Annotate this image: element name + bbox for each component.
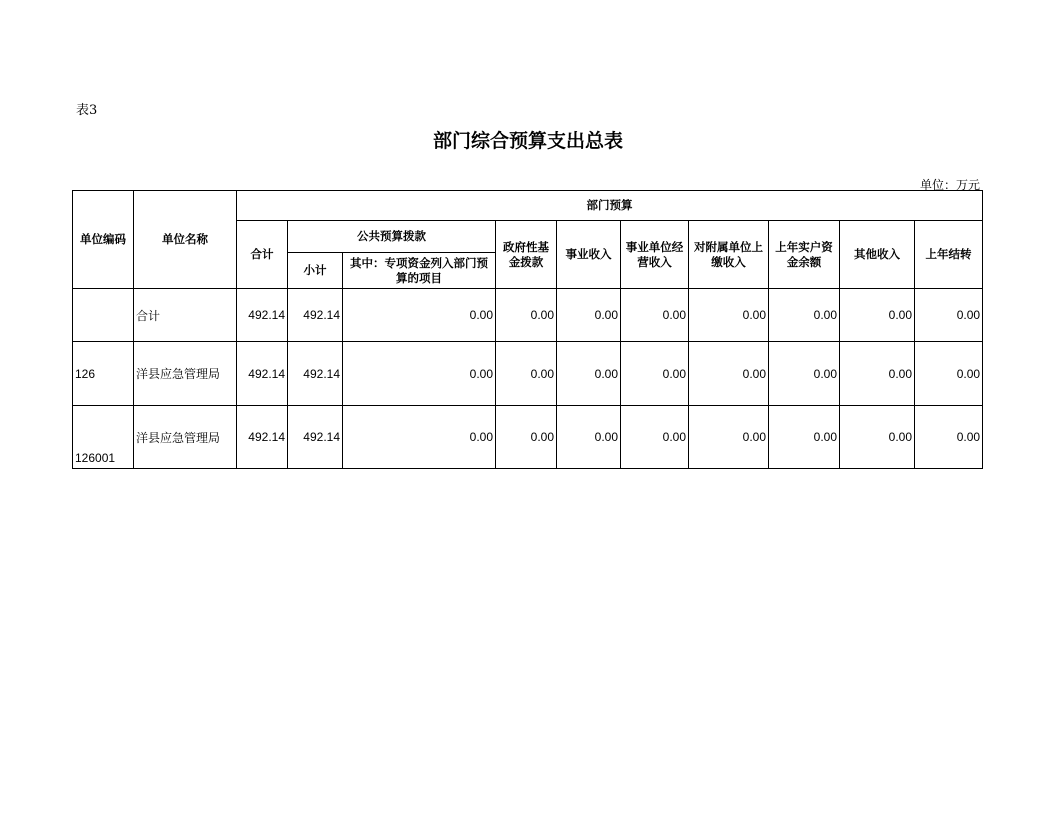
cell-business-income: 0.00 [557, 289, 621, 342]
cell-subtotal: 492.14 [288, 406, 343, 469]
cell-code [73, 289, 134, 342]
table-row [73, 406, 983, 469]
cell-name: 合计 [134, 289, 237, 342]
header-business-income: 事业收入 [557, 221, 621, 289]
cell-special: 0.00 [343, 289, 496, 342]
cell-gov-fund: 0.00 [496, 406, 557, 469]
cell-other-income: 0.00 [840, 342, 915, 406]
header-name: 单位名称 [134, 191, 237, 289]
cell-gov-fund: 0.00 [496, 289, 557, 342]
header-affiliated: 对附属单位上缴收入 [689, 221, 769, 289]
cell-subtotal: 492.14 [288, 342, 343, 406]
cell-last-year-balance: 0.00 [769, 342, 840, 406]
cell-business-operating: 0.00 [621, 289, 689, 342]
header-gov-fund: 政府性基金拨款 [496, 221, 557, 289]
header-carryover: 上年结转 [915, 221, 983, 289]
cell-affiliated: 0.00 [689, 289, 769, 342]
header-subtotal: 小计 [288, 253, 343, 289]
cell-carryover: 0.00 [915, 342, 983, 406]
unit-label: 单位：万元 [919, 178, 980, 192]
header-public-budget: 公共预算拨款 [288, 221, 496, 253]
header-other-income: 其他收入 [840, 221, 915, 289]
cell-business-income: 0.00 [557, 406, 621, 469]
header-code: 单位编码 [73, 191, 134, 289]
budget-table [72, 190, 983, 469]
cell-affiliated: 0.00 [689, 406, 769, 469]
cell-affiliated: 0.00 [689, 342, 769, 406]
header-business-operating: 事业单位经营收入 [621, 221, 689, 289]
table-row [73, 342, 983, 406]
cell-last-year-balance: 0.00 [769, 289, 840, 342]
cell-subtotal: 492.14 [288, 289, 343, 342]
table-number: 表3 [76, 103, 98, 118]
header-total: 合计 [237, 221, 288, 289]
cell-other-income: 0.00 [840, 406, 915, 469]
table-row [73, 289, 983, 342]
cell-last-year-balance: 0.00 [769, 406, 840, 469]
cell-carryover: 0.00 [915, 406, 983, 469]
header-dept-budget: 部门预算 [237, 191, 983, 221]
cell-code: 126001 [73, 406, 134, 469]
cell-business-income: 0.00 [557, 342, 621, 406]
cell-special: 0.00 [343, 342, 496, 406]
cell-business-operating: 0.00 [621, 342, 689, 406]
cell-business-operating: 0.00 [621, 406, 689, 469]
cell-name: 洋县应急管理局 [134, 342, 237, 406]
cell-special: 0.00 [343, 406, 496, 469]
page-title: 部门综合预算支出总表 [432, 130, 623, 152]
cell-carryover: 0.00 [915, 289, 983, 342]
cell-gov-fund: 0.00 [496, 342, 557, 406]
cell-total: 492.14 [237, 342, 288, 406]
header-last-year-balance: 上年实户资金余额 [769, 221, 840, 289]
cell-total: 492.14 [237, 289, 288, 342]
cell-name: 洋县应急管理局 [134, 406, 237, 469]
cell-total: 492.14 [237, 406, 288, 469]
header-special-funds: 其中：专项资金列入部门预算的项目 [343, 253, 496, 289]
cell-other-income: 0.00 [840, 289, 915, 342]
cell-code: 126 [73, 342, 134, 406]
